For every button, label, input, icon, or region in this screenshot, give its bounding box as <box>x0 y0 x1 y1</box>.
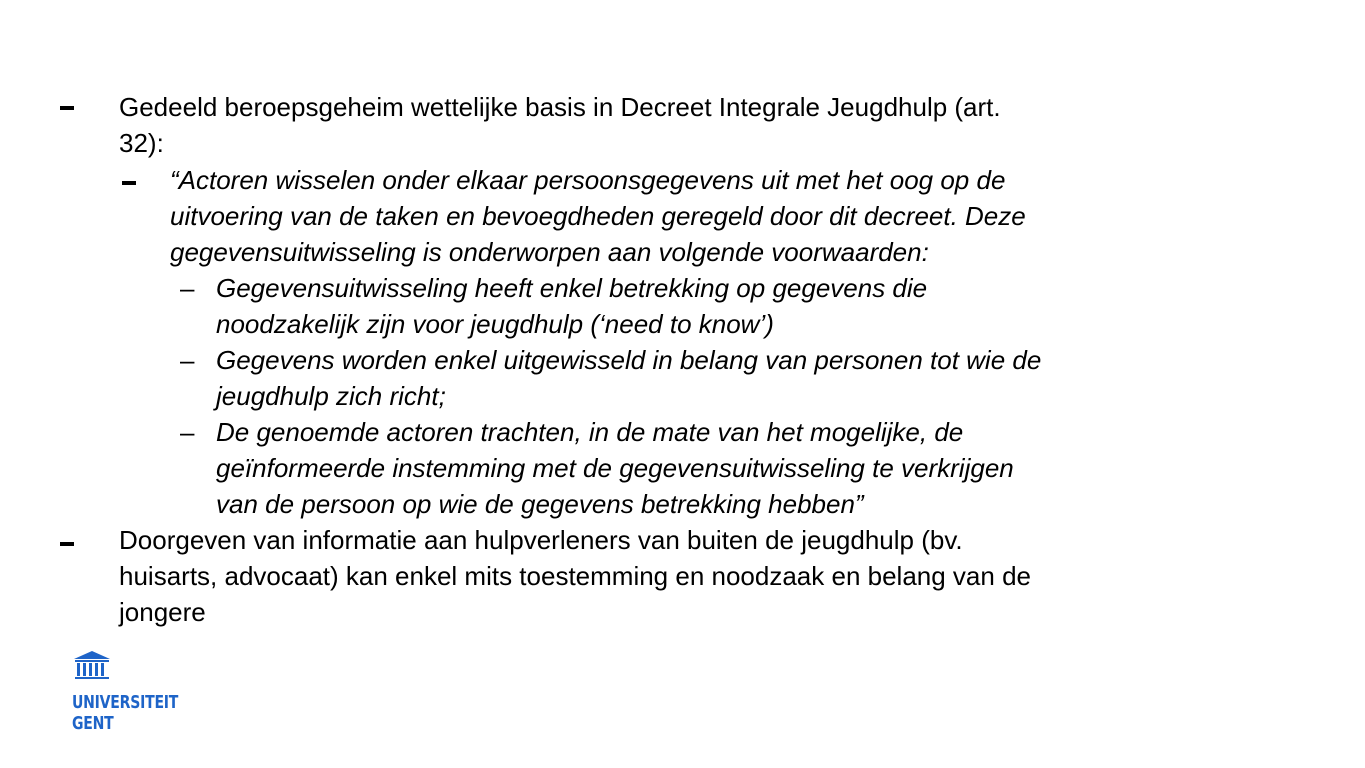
condition-3-line-3: van de persoon op wie de gegevens betrekking hebben” <box>216 489 864 519</box>
bullet-1-line-2: 32): <box>119 128 164 158</box>
condition-dash: – <box>180 273 195 303</box>
bullet-marker <box>60 542 74 546</box>
logo-text-line-2: GENT <box>72 713 114 734</box>
quote-line-2: uitvoering van de taken en bevoegdheden geregeld door dit decreet. Deze <box>170 201 1026 231</box>
condition-dash: – <box>180 417 195 447</box>
bullet-1-line-1: Gedeeld beroepsgeheim wettelijke basis in Decreet Integrale Jeugdhulp (art. <box>119 92 1001 122</box>
condition-2-line-1: Gegevens worden enkel uitgewisseld in belang van personen tot wie de <box>216 345 1042 375</box>
bullet-2-line-3: jongere <box>119 597 206 627</box>
university-building-icon <box>72 650 112 682</box>
condition-1-line-1: Gegevensuitwisseling heeft enkel betrekking op gegevens die <box>216 273 928 303</box>
bullet-2-line-1: Doorgeven van informatie aan hulpverleners van buiten de jeugdhulp (bv. <box>119 525 963 555</box>
condition-dash: – <box>180 345 195 375</box>
logo-text-line-1: UNIVERSITEIT <box>72 692 179 713</box>
condition-3-line-1: De genoemde actoren trachten, in de mate van het mogelijke, de <box>216 417 964 447</box>
sub-bullet-marker <box>122 181 136 185</box>
university-logo <box>72 650 192 740</box>
condition-2-line-2: jeugdhulp zich richt; <box>216 381 446 411</box>
quote-line-1: “Actoren wisselen onder elkaar persoonsgegevens uit met het oog op de <box>170 165 1006 195</box>
condition-1-line-2: noodzakelijk zijn voor jeugdhulp (‘need to know’) <box>216 309 774 339</box>
bullet-marker <box>60 106 74 110</box>
condition-3-line-2: geïnformeerde instemming met de gegevensuitwisseling te verkrijgen <box>216 453 1014 483</box>
quote-line-3: gegevensuitwisseling is onderworpen aan volgende voorwaarden: <box>170 237 929 267</box>
bullet-2-line-2: huisarts, advocaat) kan enkel mits toestemming en noodzaak en belang van de <box>119 561 1031 591</box>
